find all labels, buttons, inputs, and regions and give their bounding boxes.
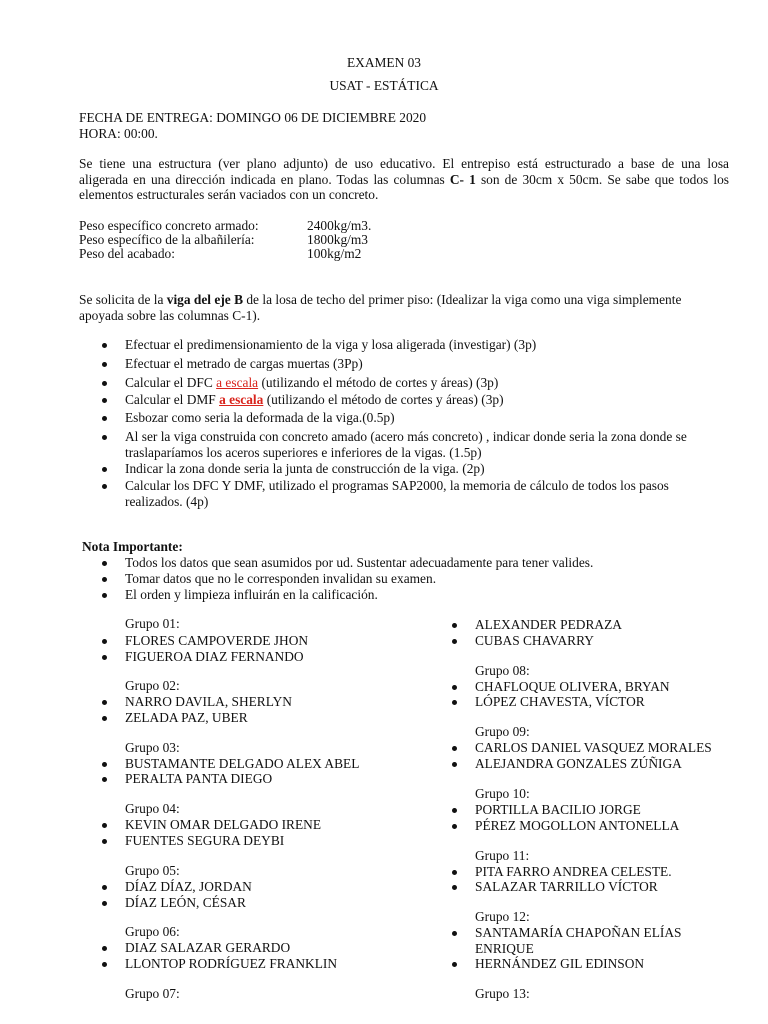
bullet-icon: [452, 870, 457, 875]
group-label: Grupo 10:: [475, 786, 530, 801]
group-label: Grupo 01:: [125, 616, 180, 631]
exam-subtitle: USAT - ESTÁTICA: [329, 78, 439, 93]
student-name: LÓPEZ CHAVESTA, VÍCTOR: [475, 694, 645, 710]
group-label: Grupo 13:: [475, 986, 530, 1001]
intro-paragraph: [79, 156, 729, 203]
bullet-icon: [102, 655, 107, 660]
bullet-icon: [102, 416, 107, 421]
bullet-icon: [452, 931, 457, 936]
bullet-icon: [102, 885, 107, 890]
student-name: BUSTAMANTE DELGADO ALEX ABEL: [125, 756, 359, 772]
bullet-icon: [452, 746, 457, 751]
group-label: Grupo 09:: [475, 724, 530, 739]
group-label: Grupo 07:: [125, 986, 180, 1001]
student-name: NARRO DAVILA, SHERLYN: [125, 694, 292, 710]
peso-label-1: Peso específico concreto armado:: [79, 218, 259, 233]
intro-line-3: elementos estructurales serán vaciados con un concreto.: [79, 187, 379, 202]
due-time: HORA: 00:00.: [79, 126, 158, 141]
scale-link[interactable]: a escala: [219, 392, 264, 407]
student-name: KEVIN OMAR DELGADO IRENE: [125, 817, 321, 833]
bullet-icon: [102, 962, 107, 967]
student-name: CHAFLOQUE OLIVERA, BRYAN: [475, 679, 670, 695]
bullet-icon: [102, 823, 107, 828]
bullet-icon: [102, 398, 107, 403]
bullet-icon: [102, 343, 107, 348]
student-name: PERALTA PANTA DIEGO: [125, 771, 272, 787]
bullet-icon: [452, 885, 457, 890]
bullet-icon: [452, 824, 457, 829]
bullet-icon: [452, 808, 457, 813]
group-label: Grupo 05:: [125, 863, 180, 878]
peso-label-2: Peso específico de la albañilería:: [79, 232, 255, 247]
bullet-icon: [102, 700, 107, 705]
student-name: ALEJANDRA GONZALES ZÚÑIGA: [475, 756, 682, 772]
task-item: Al ser la viga construida con concreto amado (acero más concreto) , indicar donde seria la zona donde se traslaparíamos los aceros superiores e inferiores de la vigas. (1.5p): [125, 429, 730, 460]
peso-value-1: 2400kg/m3.: [307, 218, 372, 233]
bullet-icon: [102, 484, 107, 489]
bullet-icon: [102, 901, 107, 906]
bullet-icon: [102, 435, 107, 440]
bullet-icon: [102, 716, 107, 721]
student-name: PORTILLA BACILIO JORGE: [475, 802, 641, 818]
task-item: Calcular los DFC Y DMF, utilizado el programas SAP2000, la memoria de cálculo de todos los pasos realizados. (4p): [125, 478, 730, 509]
group-label: Grupo 02:: [125, 678, 180, 693]
student-name: DÍAZ LEÓN, CÉSAR: [125, 895, 246, 911]
student-name: FIGUEROA DIAZ FERNANDO: [125, 649, 304, 665]
task-item: Calcular el DMF a escala (utilizando el método de cortes y áreas) (3p): [125, 392, 504, 408]
bullet-icon: [452, 962, 457, 967]
student-name: DIAZ SALAZAR GERARDO: [125, 940, 290, 956]
student-name: FLORES CAMPOVERDE JHON: [125, 633, 308, 649]
bullet-icon: [452, 639, 457, 644]
student-name: DÍAZ DÍAZ, JORDAN: [125, 879, 252, 895]
bullet-icon: [102, 593, 107, 598]
peso-value-2: 1800kg/m3: [307, 232, 369, 247]
group-label: Grupo 08:: [475, 663, 530, 678]
task-item: Efectuar el metrado de cargas muertas (3Pp): [125, 356, 363, 372]
group-label: Grupo 04:: [125, 801, 180, 816]
exam-title: EXAMEN 03: [346, 55, 421, 70]
peso-label-3: Peso del acabado:: [79, 246, 175, 261]
request-paragraph: [79, 292, 729, 323]
bullet-icon: [102, 639, 107, 644]
beam-axis-label: viga del eje B: [166, 292, 244, 307]
bullet-icon: [102, 362, 107, 367]
bullet-icon: [102, 467, 107, 472]
student-name: FUENTES SEGURA DEYBI: [125, 833, 284, 849]
student-name: ZELADA PAZ, UBER: [125, 710, 248, 726]
bullet-icon: [102, 777, 107, 782]
bullet-icon: [452, 700, 457, 705]
group-label: Grupo 11:: [475, 848, 530, 863]
due-date: FECHA DE ENTREGA: DOMINGO 06 DE DICIEMBRE 2020: [79, 110, 427, 125]
bullet-icon: [102, 577, 107, 582]
task-item: Efectuar el predimensionamiento de la viga y losa aligerada (investigar) (3p): [125, 337, 536, 353]
request-line-2: apoyada sobre las columnas C-1).: [79, 307, 261, 323]
student-name: PÉREZ MOGOLLON ANTONELLA: [475, 818, 679, 834]
request-line-1: Se solicita de la viga del eje B de la losa de techo del primer piso: (Idealizar la viga como una viga simplemente: [79, 292, 682, 307]
bullet-icon: [102, 561, 107, 566]
student-name: SALAZAR TARRILLO VÍCTOR: [475, 879, 658, 895]
note-item: El orden y limpieza influirán en la calificación.: [125, 587, 378, 603]
note-item: Todos los datos que sean asumidos por ud. Sustentar adecuadamente para tener valides.: [125, 555, 593, 571]
task-item: Calcular el DFC a escala (utilizando el método de cortes y áreas) (3p): [125, 375, 498, 391]
bullet-icon: [102, 946, 107, 951]
intro-line-2: aligerada en una dirección indicada en plano. Todas las columnas C- 1 son de 30cm x 50cm. Se sabe que todos los: [79, 171, 729, 187]
note-title: Nota Importante:: [82, 539, 183, 554]
student-name: SANTAMARÍA CHAPOÑAN ELÍAS: [475, 925, 682, 941]
peso-value-3: 100kg/m2: [307, 246, 362, 261]
student-name: HERNÁNDEZ GIL EDINSON: [475, 956, 644, 972]
student-name: ALEXANDER PEDRAZA: [475, 617, 622, 633]
student-name: LLONTOP RODRÍGUEZ FRANKLIN: [125, 956, 337, 972]
student-name: CUBAS CHAVARRY: [475, 633, 594, 649]
group-label: Grupo 06:: [125, 924, 180, 939]
task-item: Indicar la zona donde seria la junta de construcción de la viga. (2p): [125, 461, 485, 477]
note-item: Tomar datos que no le corresponden invalidan su examen.: [125, 571, 436, 587]
bullet-icon: [102, 762, 107, 767]
bullet-icon: [452, 762, 457, 767]
student-name: CARLOS DANIEL VASQUEZ MORALES: [475, 740, 712, 756]
bullet-icon: [102, 839, 107, 844]
student-name-continued: ENRIQUE: [475, 941, 534, 956]
bullet-icon: [452, 685, 457, 690]
task-item: Esbozar como seria la deformada de la viga.(0.5p): [125, 410, 395, 426]
bullet-icon: [452, 623, 457, 628]
group-label: Grupo 12:: [475, 909, 530, 924]
column-code: C- 1: [449, 171, 476, 187]
intro-line-1: Se tiene una estructura (ver plano adjunto) de uso educativo. El entrepiso está estructurado a base de una losa: [79, 156, 729, 171]
student-name: PITA FARRO ANDREA CELESTE.: [475, 864, 672, 880]
scale-link[interactable]: a escala: [216, 375, 259, 390]
group-label: Grupo 03:: [125, 740, 180, 755]
bullet-icon: [102, 381, 107, 386]
